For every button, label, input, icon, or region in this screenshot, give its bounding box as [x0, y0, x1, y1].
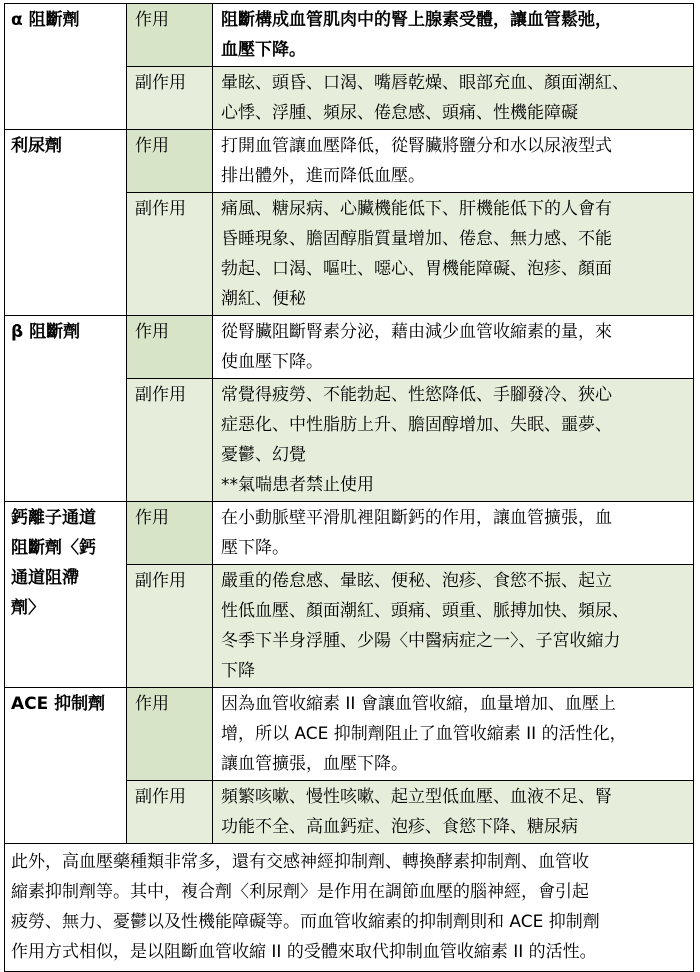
side-effect-label: 副作用: [127, 193, 213, 316]
text-line: 縮素抑制劑等。其中，複合劑〈利尿劑〉是作用在調節血壓的腦神經，會引起: [11, 882, 589, 902]
table-row: [5, 688, 694, 781]
text-line: 憂鬱、幻覺: [221, 445, 306, 465]
text-line: 從腎臟阻斷腎素分泌，藉由減少血管收縮素的量，來: [221, 322, 612, 342]
text-line: 痛風、糖尿病、心臟機能低下、肝機能低下的人會有: [221, 199, 612, 219]
text-line: 排出體外，進而降低血壓。: [221, 166, 425, 186]
text-line: ACE 抑制劑: [11, 694, 106, 714]
effect-label: 作用: [127, 4, 213, 67]
effect-description: [213, 502, 694, 565]
text-line: 嚴重的倦怠感、暈眩、便秘、泡疹、食慾不振、起立: [221, 571, 612, 591]
text-line: 昏睡現象、膽固醇脂質量增加、倦怠、無力感、不能: [221, 229, 612, 249]
effect-description: [213, 688, 694, 781]
table-row: [5, 130, 694, 193]
text-line: 使血壓下降。: [221, 352, 323, 372]
text-line: **氣喘患者禁止使用: [221, 475, 374, 495]
text-line: α 阻斷劑: [11, 10, 80, 30]
side-effect-description: [213, 781, 694, 844]
text-line: 心悸、浮腫、頻尿、倦怠感、頭痛、性機能障礙: [221, 103, 578, 123]
text-line: 性低血壓、顏面潮紅、頭痛、頭重、脈搏加快、頻尿、: [221, 601, 629, 621]
text-line: 頻繁咳嗽、慢性咳嗽、起立型低血壓、血液不足、腎: [221, 787, 612, 807]
side-effect-description: [213, 379, 694, 502]
text-line: 功能不全、高血鈣症、泡疹、食慾下降、糖尿病: [221, 817, 578, 837]
text-line: 暈眩、頭昏、口渴、嘴唇乾燥、眼部充血、顏面潮紅、: [221, 73, 629, 93]
text-line: 在小動脈壁平滑肌裡阻斷鈣的作用，讓血管擴張，血: [221, 508, 612, 528]
document: [4, 3, 694, 972]
table-body: [5, 4, 694, 844]
text-line: 打開血管讓血壓降低，從腎臟將鹽分和水以尿液型式: [221, 136, 612, 156]
text-line: 讓血管擴張，血壓下降。: [221, 754, 408, 774]
table-row: [5, 4, 694, 67]
side-effect-label: 副作用: [127, 781, 213, 844]
text-line: 因為血管收縮素 II 會讓血管收縮，血量增加、血壓上: [221, 694, 616, 714]
text-line: 阻斷劑〈鈣: [11, 538, 96, 558]
text-line: 潮紅、便秘: [221, 289, 306, 309]
text-line: 此外，高血壓藥種類非常多，還有交感神經抑制劑、轉換酵素抑制劑、血管收: [11, 852, 589, 872]
drug-name-cell: [5, 4, 127, 130]
effect-label: 作用: [127, 502, 213, 565]
text-line: 血壓下降。: [221, 40, 306, 60]
side-effect-description: [213, 67, 694, 130]
text-line: 增，所以 ACE 抑制劑阻止了血管收縮素 II 的活性化，: [221, 724, 627, 744]
effect-label: 作用: [127, 130, 213, 193]
table-row: [5, 502, 694, 565]
hypertension-drug-table: [4, 3, 694, 972]
text-line: 阻斷構成血管肌肉中的腎上腺素受體，讓血管鬆弛，: [221, 10, 612, 30]
note-row: [5, 844, 694, 972]
text-line: 下降: [221, 661, 255, 681]
text-line: 劑〉: [11, 598, 45, 618]
table-row: [5, 316, 694, 379]
drug-name-cell: [5, 502, 127, 688]
text-line: 冬季下半身浮腫、少陽〈中醫病症之一〉、子宮收縮力: [221, 631, 621, 651]
footnote-paragraph: [5, 844, 694, 972]
side-effect-description: [213, 193, 694, 316]
text-line: β 阻斷劑: [11, 322, 81, 342]
text-line: 鈣離子通道: [11, 508, 96, 528]
side-effect-label: 副作用: [127, 379, 213, 502]
text-line: 壓下降。: [221, 538, 289, 558]
effect-description: [213, 130, 694, 193]
text-line: 通道阻滯: [11, 568, 79, 588]
text-line: 利尿劑: [11, 136, 62, 156]
text-line: 症惡化、中性脂肪上升、膽固醇增加、失眠、噩夢、: [221, 415, 612, 435]
side-effect-label: 副作用: [127, 67, 213, 130]
drug-name-cell: [5, 130, 127, 316]
effect-label: 作用: [127, 688, 213, 781]
effect-description: [213, 316, 694, 379]
side-effect-description: [213, 565, 694, 688]
drug-name-cell: [5, 688, 127, 844]
text-line: 疲勞、無力、憂鬱以及性機能障礙等。而血管收縮素的抑制劑則和 ACE 抑制劑: [11, 912, 600, 932]
text-line: 作用方式相似，是以阻斷血管收縮 II 的受體來取代抑制血管收縮素 II 的活性。: [11, 942, 597, 962]
text-line: 勃起、口渴、嘔吐、噁心、胃機能障礙、泡疹、顏面: [221, 259, 612, 279]
text-line: 常覺得疲勞、不能勃起、性慾降低、手腳發冷、狹心: [221, 385, 612, 405]
effect-description: [213, 4, 694, 67]
effect-label: 作用: [127, 316, 213, 379]
drug-name-cell: [5, 316, 127, 502]
side-effect-label: 副作用: [127, 565, 213, 688]
